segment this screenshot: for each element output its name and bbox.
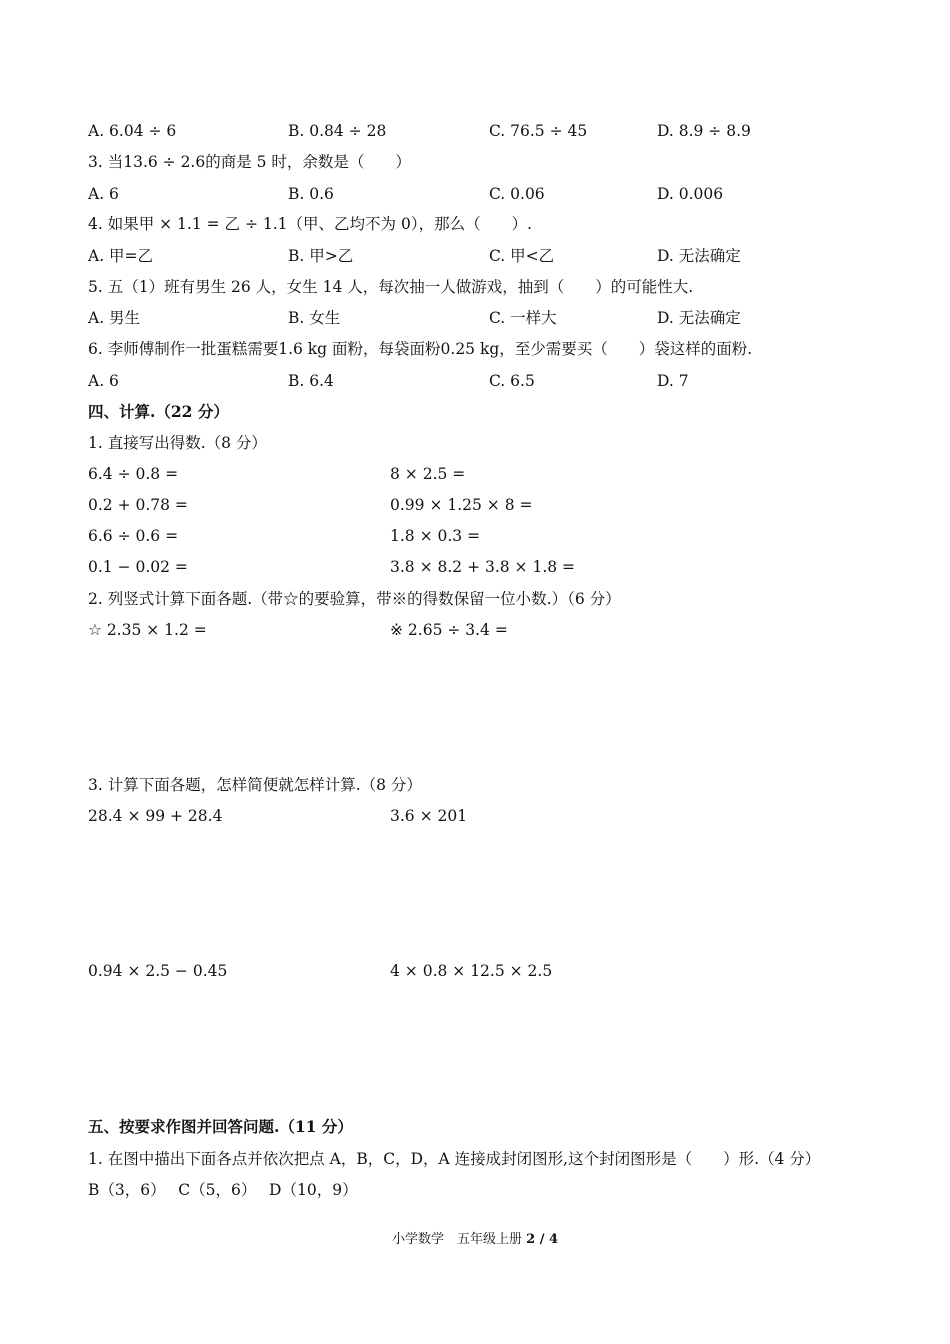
mental-math-item: 6.6 ÷ 0.6 = [88,527,179,545]
q2-option-d: D. 8.9 ÷ 8.9 [657,122,751,140]
mental-math-item: 6.4 ÷ 0.8 = [88,465,179,483]
footer-text: 小学数学 五年级上册 [391,1232,527,1247]
simplify-calc-item: 3.6 × 201 [390,807,468,825]
simplify-calc-item: 28.4 × 99 + 28.4 [88,807,223,825]
q3-option-d: D. 0.006 [657,185,724,203]
page-footer [0,1228,950,1247]
vertical-calc-item: ※ 2.65 ÷ 3.4 = [390,621,508,639]
q4-question: 4. 如果甲 × 1.1 = 乙 ÷ 1.1（甲、乙均不为 0），那么（ ）. [88,215,533,233]
simplify-calc-item: 4 × 0.8 × 12.5 × 2.5 [390,962,553,980]
q2-option-c: C. 76.5 ÷ 45 [489,122,588,140]
q3-option-c: C. 0.06 [489,185,545,203]
page-number: 2 / 4 [526,1232,559,1247]
q5-option-c: C. 一样大 [489,309,557,327]
simplify-calc-item: 0.94 × 2.5 − 0.45 [88,962,228,980]
vertical-calc-item: ☆ 2.35 × 1.2 = [88,621,207,639]
section-4-sub2-title: 2. 列竖式计算下面各题.（带☆的要验算，带※的得数保留一位小数.）（6 分） [88,590,621,608]
q6-option-c: C. 6.5 [489,372,535,390]
mental-math-item: 0.1 − 0.02 = [88,558,188,576]
q6-option-b: B. 6.4 [288,372,334,390]
q4-option-b: B. 甲>乙 [288,247,354,265]
q2-option-a: A. 6.04 ÷ 6 [88,122,177,140]
section-5-q1: 1. 在图中描出下面各点并依次把点 A，B，C，D，A 连接成封闭图形,这个封闭图形是（ ）形.（4 分） [88,1150,821,1168]
q4-option-c: C. 甲<乙 [489,247,555,265]
mental-math-item: 0.99 × 1.25 × 8 = [390,496,533,514]
mental-math-item: 3.8 × 8.2 + 3.8 × 1.8 = [390,558,576,576]
q6-question: 6. 李师傅制作一批蛋糕需要1.6 kg 面粉，每袋面粉0.25 kg，至少需要买（ ）袋这样的面粉. [88,340,753,358]
section-4-sub3-title: 3. 计算下面各题，怎样简便就怎样计算.（8 分） [88,776,422,794]
mental-math-item: 1.8 × 0.3 = [390,527,481,545]
q5-question: 5. 五（1）班有男生 26 人，女生 14 人，每次抽一人做游戏，抽到（ ）的可能性大. [88,278,694,296]
q5-option-b: B. 女生 [288,309,341,327]
section-5-title: 五、按要求作图并回答问题.（11 分） [88,1117,353,1136]
mental-math-item: 8 × 2.5 = [390,465,466,483]
q3-option-a: A. 6 [88,185,119,203]
q6-option-a: A. 6 [88,372,119,390]
section-4-title: 四、计算.（22 分） [88,402,229,421]
section-5-points: B（3，6） C（5，6） D（10，9） [88,1181,358,1199]
q3-question: 3. 当13.6 ÷ 2.6的商是 5 时，余数是（ ） [88,153,411,171]
q5-option-d: D. 无法确定 [657,309,741,327]
q6-option-d: D. 7 [657,372,689,390]
section-4-sub1-title: 1. 直接写出得数.（8 分） [88,434,267,452]
q2-option-b: B. 0.84 ÷ 28 [288,122,387,140]
q4-option-d: D. 无法确定 [657,247,741,265]
q4-option-a: A. 甲=乙 [88,247,154,265]
q5-option-a: A. 男生 [88,309,141,327]
q3-option-b: B. 0.6 [288,185,334,203]
mental-math-item: 0.2 + 0.78 = [88,496,188,514]
